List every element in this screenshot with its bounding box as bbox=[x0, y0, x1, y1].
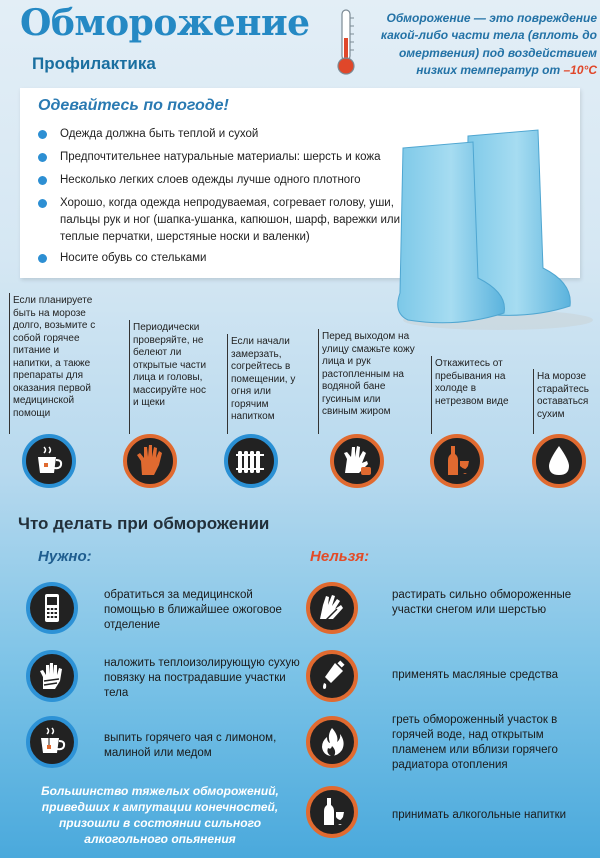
frostbite-definition bbox=[362, 10, 597, 80]
not-item: принимать алкогольные напитки bbox=[392, 809, 567, 821]
bandaged-hand-icon bbox=[26, 650, 78, 702]
dress-item: Предпочтительнее натуральные материалы: шерсть и кожа bbox=[38, 149, 418, 166]
need-item: наложить теплоизолирующую сухую повязку на пострадавшие участки тела bbox=[104, 657, 300, 699]
not-label: Нельзя: bbox=[310, 548, 370, 565]
definition-temperature: –10°С bbox=[563, 63, 597, 78]
tip-text: Перед выходом на улицу смажьте кожу лица и рук растопленным на водяной бане гусиным или свиным жиром bbox=[318, 329, 418, 434]
thermometer-icon bbox=[333, 8, 359, 76]
dress-item: Одежда должна быть теплой и сухой bbox=[38, 126, 398, 143]
need-item: обратиться за медицинской помощью в ближайшее ожоговое отделение bbox=[104, 589, 282, 631]
glove-hand-icon bbox=[123, 434, 177, 488]
need-label: Нужно: bbox=[38, 548, 92, 565]
bottle-glass-icon bbox=[430, 434, 484, 488]
felt-boots-image bbox=[378, 108, 598, 338]
not-item: применять масляные средства bbox=[392, 669, 558, 681]
greasing-hand-icon bbox=[330, 434, 384, 488]
definition-text: Обморожение — это повреждение какой-либо части тела (вплоть до омертвения) под воздействием низких температур от bbox=[380, 11, 597, 78]
oil-bottle-icon bbox=[306, 650, 358, 702]
what-to-do-heading: Что делать при обморожении bbox=[18, 514, 270, 533]
section-title-prevention: Профилактика bbox=[32, 54, 156, 73]
fire-icon bbox=[306, 716, 358, 768]
tip-text: Если начали замерзать, согрейтесь в помещении, у огня или горячим напитком bbox=[227, 334, 297, 434]
hot-tea-icon bbox=[22, 434, 76, 488]
dress-item: Несколько легких слоев одежды лучше одного плотного bbox=[38, 172, 418, 189]
rubbing-hands-icon bbox=[306, 582, 358, 634]
tip-text: На морозе старайтесь оставаться сухим bbox=[533, 369, 593, 434]
drop-icon bbox=[532, 434, 586, 488]
page-title: Обморожение bbox=[20, 2, 310, 44]
alcohol-bottle-icon bbox=[306, 786, 358, 838]
tip-text: Откажитесь от пребывания на холоде в нетрезвом виде bbox=[431, 356, 513, 434]
not-item: растирать сильно обмороженные участки снегом или шерстью bbox=[392, 589, 572, 616]
tip-text: Если планируете быть на морозе долго, возьмите с собой горячее питание и напитки, а также препараты для оказания первой медицинской помощи bbox=[9, 293, 99, 434]
not-item: греть обмороженный участок в горячей воде, над открытым пламенем или вблизи горячего радиатора отопления bbox=[392, 714, 558, 771]
dress-item: Хорошо, когда одежда непродуваемая, согревает голову, уши, пальцы рук и ног (шапка-ушанка, капюшон, шарф, варежки или теплые перчатки, шерстяные носки и валенки) bbox=[38, 195, 416, 246]
alcohol-warning-note: Большинство тяжелых обморожений, приведших к ампутации конечностей, призошли в состоянии сильного алкогольного опьянения bbox=[41, 784, 279, 846]
tip-text: Периодически проверяйте, не белеют ли открытые части лица и головы, массируйте нос и щеки bbox=[129, 320, 209, 434]
phone-icon bbox=[26, 582, 78, 634]
need-item: выпить горячего чая с лимоном, малиной или медом bbox=[104, 732, 277, 759]
dress-heading: Одевайтесь по погоде! bbox=[38, 97, 229, 114]
radiator-icon bbox=[224, 434, 278, 488]
tea-cup-icon bbox=[26, 716, 78, 768]
dress-item: Носите обувь со стельками bbox=[38, 250, 398, 267]
